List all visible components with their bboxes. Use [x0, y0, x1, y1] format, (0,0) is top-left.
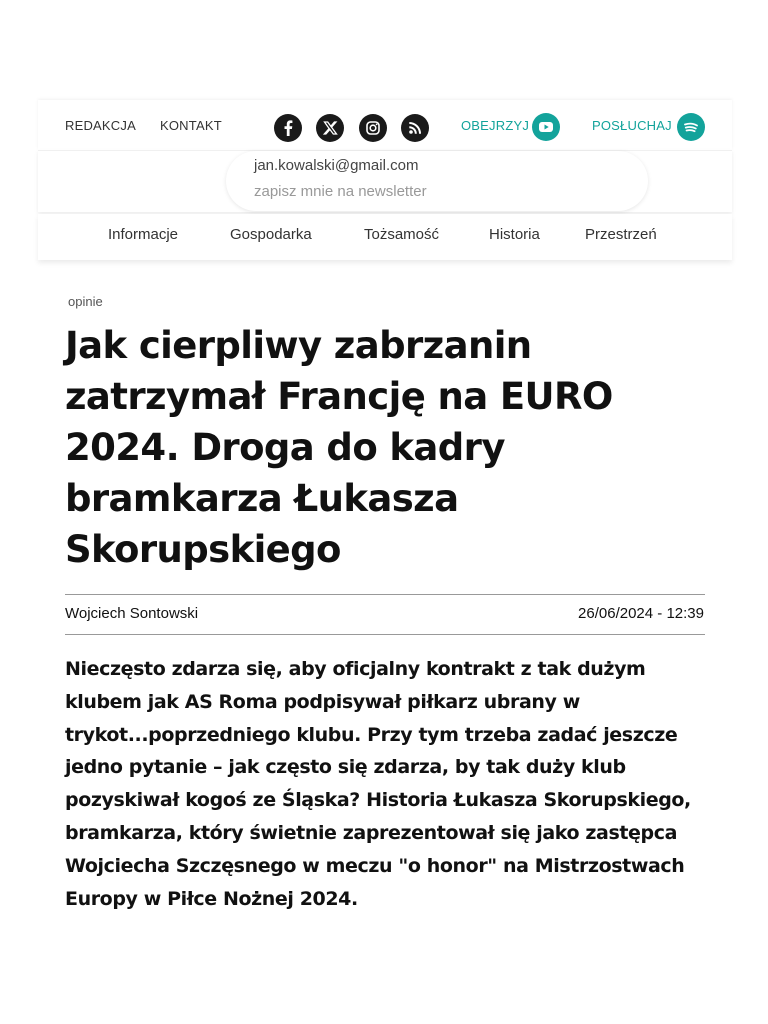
- nav-item-historia[interactable]: Historia: [489, 226, 540, 243]
- newsletter-form[interactable]: [226, 151, 648, 211]
- article-date: 26/06/2024 - 12:39: [578, 605, 704, 622]
- nav-item-gospodarka[interactable]: Gospodarka: [230, 226, 312, 243]
- nav-item-informacje[interactable]: Informacje: [108, 226, 179, 243]
- redakcja-link[interactable]: REDAKCJA: [65, 118, 136, 133]
- spotify-icon[interactable]: [677, 113, 705, 141]
- article-category[interactable]: opinie: [68, 294, 103, 309]
- top-bar: [38, 100, 732, 150]
- byline-bottom-divider: [65, 634, 705, 635]
- listen-label[interactable]: POSŁUCHAJ: [592, 118, 672, 133]
- kontakt-link[interactable]: KONTAKT: [160, 118, 222, 133]
- newsletter-submit-button[interactable]: zapisz mnie na newsletter: [254, 183, 427, 200]
- article-author[interactable]: Wojciech Sontowski: [65, 605, 199, 622]
- facebook-icon[interactable]: [274, 114, 302, 142]
- x-icon[interactable]: [316, 114, 344, 142]
- instagram-icon[interactable]: [359, 114, 387, 142]
- main-nav: [38, 214, 732, 260]
- newsletter-band: [38, 150, 732, 212]
- article-title: Jak cierpliwy zabrzanin zatrzymał Francję na EURO 2024. Droga do kadry bramkarza Łukasza Skorupskiego: [65, 324, 613, 571]
- youtube-icon[interactable]: [532, 113, 560, 141]
- watch-label[interactable]: OBEJRZYJ: [461, 118, 530, 133]
- article-lead: Nieczęsto zdarza się, aby oficjalny kontrakt z tak dużym klubem jak AS Roma podpisywał piłkarz ubrany w trykot...poprzedniego klubu. Przy tym trzeba zadać jeszcze jedno pytanie – jak często się zdarza, by tak duży klub pozyskiwał kogoś ze Śląska? Historia Łukasza Skorupskiego, bramkarza, który świetnie zaprezentował się jako zastępca Wojciecha Szczęsnego w meczu "o honor" na Mistrzostwach Europy w Piłce Nożnej 2024.: [65, 658, 691, 910]
- byline-top-divider: [65, 594, 705, 595]
- nav-item-tozsamosc[interactable]: Tożsamość: [364, 226, 440, 243]
- rss-icon[interactable]: [401, 114, 429, 142]
- nav-item-przestrzen[interactable]: Przestrzeń: [585, 226, 657, 243]
- newsletter-email-field[interactable]: jan.kowalski@gmail.com: [254, 157, 419, 174]
